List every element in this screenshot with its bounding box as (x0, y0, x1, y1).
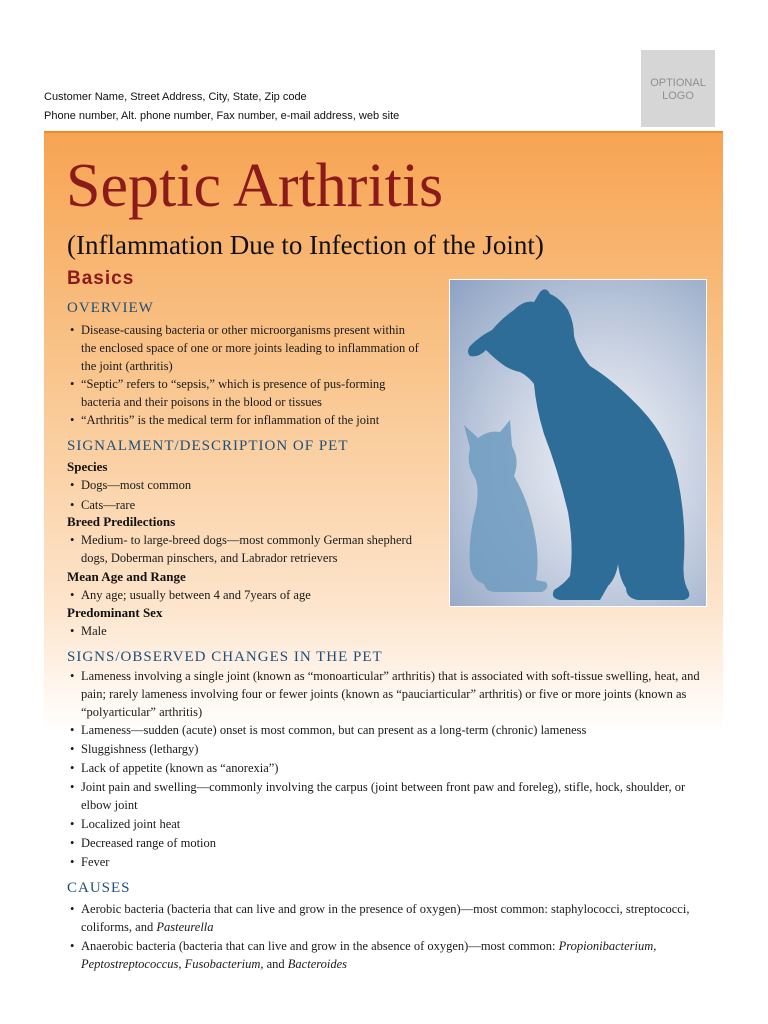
basics-heading: Basics (67, 268, 135, 289)
sex-list (70, 622, 420, 640)
overview-list (70, 321, 420, 429)
anaerobic-text: Anaerobic bacteria (bacteria that can live and grow in the absence of oxygen)—most common: (81, 939, 559, 953)
species-list (70, 476, 420, 514)
breed-label: Breed Predilections (67, 514, 176, 529)
list-item: • Disease-causing bacteria or other microorganisms present within the enclosed space of one or more joints leading to inflammation of the joint (arthritis) (70, 321, 420, 375)
list-item: • Fever (70, 853, 710, 871)
breed-list (70, 531, 432, 567)
anaerobic-italic-1: Propionibacterium, Peptostreptococcus, Fusobacterium, (81, 939, 657, 971)
anaerobic-italic-2: Bacteroides (287, 957, 348, 971)
anaerobic-and: and (263, 957, 288, 971)
list-item: • “Arthritis” is the medical term for inflammation of the joint (70, 411, 420, 429)
address-line: Customer Name, Street Address, City, State, Zip code (44, 91, 307, 103)
list-item (70, 937, 720, 973)
optional-logo-placeholder (641, 50, 715, 127)
list-item: • Lameness involving a single joint (known as “monoarticular” arthritis) that is associated with soft-tissue swelling, heat, and pain; rarely lameness involving four or fewer joints (known as “pauciarticular” arthritis) or five or more joints (known as “polyarticular” arthritis) (70, 667, 710, 721)
overview-heading: OVERVIEW (67, 300, 154, 316)
list-item: • Medium- to large-breed dogs—most commonly German shepherd dogs, Doberman pinschers, and Labrador retrievers (70, 531, 432, 567)
list-item: • Localized joint heat (70, 815, 710, 833)
list-item (70, 900, 720, 936)
species-label: Species (67, 459, 108, 474)
contact-line: Phone number, Alt. phone number, Fax number, e-mail address, web site (44, 110, 400, 122)
logo-line-2: LOGO (662, 90, 694, 102)
list-item: • Any age; usually between 4 and 7years of age (70, 586, 420, 604)
list-item: • Lameness—sudden (acute) onset is most common, but can present as a long-term (chronic) lameness (70, 721, 710, 739)
list-item: • “Septic” refers to “sepsis,” which is presence of pus-forming bacteria and their poisons in the blood or tissues (70, 375, 420, 411)
aerobic-text: Aerobic bacteria (bacteria that can live and grow in the presence of oxygen)—most common: staphylococci, streptococci, coliforms, and (81, 902, 690, 934)
list-item: • Joint pain and swelling—commonly involving the carpus (joint between front paw and foreleg), stifle, hock, shoulder, or elbow joint (70, 778, 710, 814)
age-list (70, 586, 420, 604)
list-item: • Male (70, 622, 420, 640)
list-item: • Cats—rare (70, 496, 420, 514)
sex-label: Predominant Sex (67, 605, 163, 620)
causes-list (70, 900, 720, 973)
signs-heading: SIGNS/OBSERVED CHANGES IN THE PET (67, 649, 383, 665)
signs-list (70, 667, 710, 871)
cat-silhouette (464, 420, 547, 592)
logo-line-1: OPTIONAL (650, 77, 706, 89)
list-item: • Sluggishness (lethargy) (70, 740, 710, 758)
page-title: Septic Arthritis (66, 152, 444, 220)
list-item: • Lack of appetite (known as “anorexia”) (70, 759, 710, 777)
signalment-heading: SIGNALMENT/DESCRIPTION OF PET (67, 438, 349, 454)
aerobic-italic: Pasteurella (156, 920, 214, 934)
customer-info (44, 88, 399, 126)
page-subtitle: (Inflammation Due to Infection of the Joint) (67, 230, 544, 260)
list-item: • Decreased range of motion (70, 834, 710, 852)
list-item: • Dogs—most common (70, 476, 420, 494)
dog-and-cat-illustration (449, 279, 707, 607)
causes-heading: CAUSES (67, 880, 131, 896)
age-label: Mean Age and Range (67, 569, 186, 584)
